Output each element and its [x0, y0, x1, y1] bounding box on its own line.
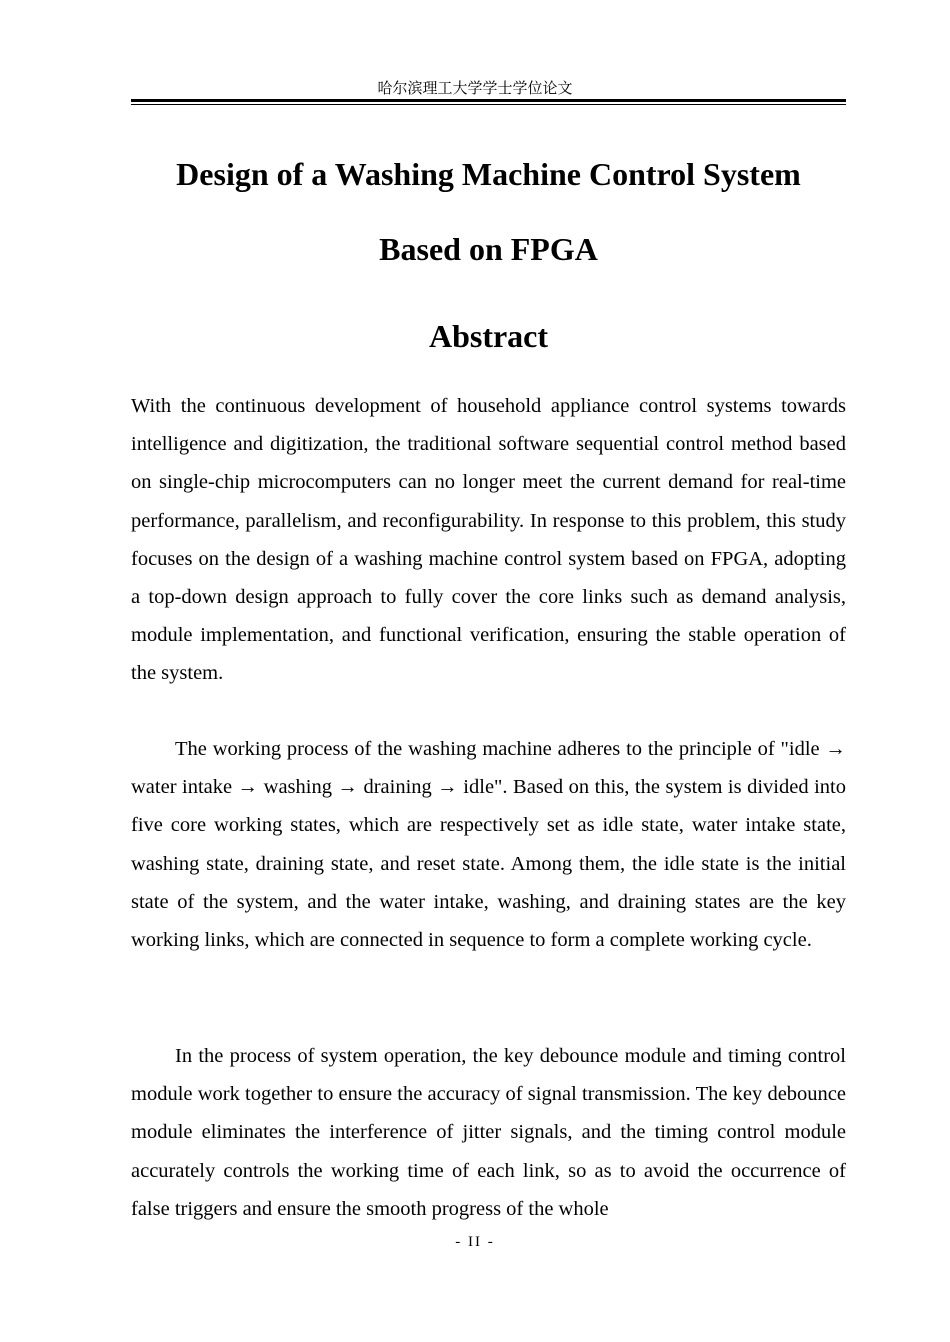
abstract-heading: Abstract [428, 318, 549, 354]
abstract-paragraph-2: The working process of the washing machine adheres to the principle of "idle → water intake → washing → draining → idle". Based on this, the system is divided into five core working states, which are respectively set as idle state, water intake state, washing state, draining state, and reset state. Among them, the idle state is the initial state of the system, and the water intake, washing, and draining states are the key working links, which are connected in sequence to form a complete working cycle. [131, 738, 846, 952]
title-line-2: Based on FPGA [379, 231, 598, 267]
header-rule-thin [131, 104, 846, 105]
page-header: 哈尔滨理工大学学士学位论文 [377, 79, 573, 97]
header-rule-thick [131, 99, 846, 102]
title-line-1: Design of a Washing Machine Control System [176, 156, 801, 192]
abstract-paragraph-1: With the continuous development of household appliance control systems towards intelligence and digitization, the traditional software sequential control method based on single-chip microcomputers can no longer meet the current demand for real-time performance, parallelism, and reconfigurability. In response to this problem, this study focuses on the design of a washing machine control system based on FPGA, adopting a top-down design approach to fully cover the core links such as demand analysis, module implementation, and functional verification, ensuring the stable operation of the system. [131, 395, 846, 685]
abstract-paragraph-3: In the process of system operation, the key debounce module and timing control module work together to ensure the accuracy of signal transmission. The key debounce module eliminates the interference of jitter signals, and the timing control module accurately controls the working time of each link, so as to avoid the occurrence of false triggers and ensure the smooth progress of the whole [131, 1045, 846, 1220]
page-number: - II - [455, 1234, 495, 1250]
